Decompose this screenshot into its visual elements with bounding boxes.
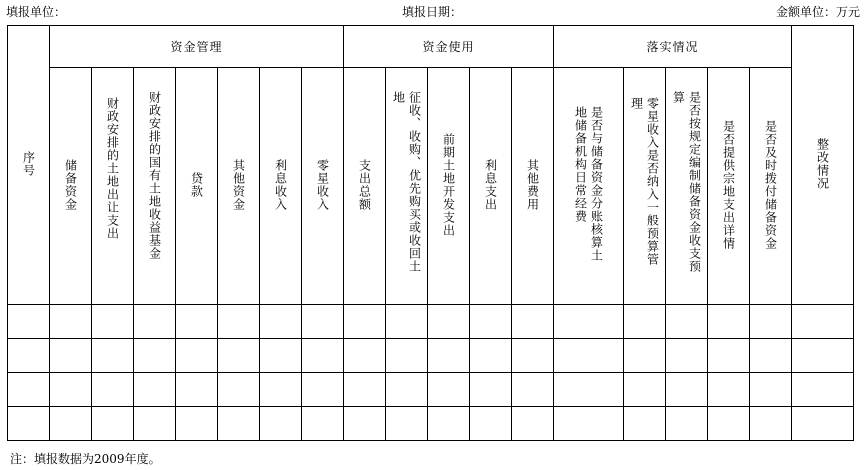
- table-cell[interactable]: [386, 373, 428, 407]
- table-cell[interactable]: [792, 407, 854, 441]
- table-cell[interactable]: [750, 305, 792, 339]
- col-header-land-acquisition: 征收、收购、优先购买或收回土地: [386, 68, 428, 305]
- table-cell[interactable]: [92, 407, 134, 441]
- table-cell[interactable]: [624, 407, 666, 441]
- col-header-reserve-fund: 储备资金: [50, 68, 92, 305]
- table-cell[interactable]: [470, 373, 512, 407]
- table-cell[interactable]: [708, 305, 750, 339]
- table-cell[interactable]: [176, 339, 218, 373]
- col-header-state-land-revenue-fund: 财政安排的国有土地收益基金: [134, 68, 176, 305]
- rectify-header: 整改情况: [792, 26, 854, 305]
- table-cell[interactable]: [50, 305, 92, 339]
- col-header-budget-compiled: 是否按规定编制储备资金收支预算: [666, 68, 708, 305]
- table-cell[interactable]: [428, 305, 470, 339]
- table-cell[interactable]: [92, 339, 134, 373]
- col-header-timely-allocation: 是否及时拨付储备资金: [750, 68, 792, 305]
- table-cell[interactable]: [386, 339, 428, 373]
- table-cell[interactable]: [8, 339, 50, 373]
- table-cell[interactable]: [92, 305, 134, 339]
- table-row: [8, 305, 854, 339]
- table-cell[interactable]: [176, 373, 218, 407]
- fund-management-group-header: 资金管理: [50, 26, 344, 68]
- table-cell[interactable]: [260, 407, 302, 441]
- table-cell[interactable]: [50, 339, 92, 373]
- table-cell[interactable]: [386, 305, 428, 339]
- table-cell[interactable]: [624, 305, 666, 339]
- fund-usage-group-header: 资金使用: [344, 26, 554, 68]
- table-cell[interactable]: [470, 407, 512, 441]
- table-row: [8, 339, 854, 373]
- table-cell[interactable]: [302, 407, 344, 441]
- table-cell[interactable]: [344, 373, 386, 407]
- table-cell[interactable]: [260, 373, 302, 407]
- table-cell[interactable]: [218, 373, 260, 407]
- table-cell[interactable]: [666, 339, 708, 373]
- table-cell[interactable]: [554, 305, 624, 339]
- col-header-fiscal-transfer-expense: 财政安排的土地出让支出: [92, 68, 134, 305]
- land-reserve-fund-table: [7, 25, 854, 441]
- col-header-misc-income-budget: 零星收入是否纳入一般预算管理: [624, 68, 666, 305]
- table-cell[interactable]: [8, 305, 50, 339]
- seq-header: 序号: [8, 26, 50, 305]
- table-cell[interactable]: [134, 373, 176, 407]
- table-cell[interactable]: [512, 305, 554, 339]
- table-cell[interactable]: [624, 339, 666, 373]
- table-cell[interactable]: [708, 339, 750, 373]
- footnote: 注：填报数据为2009年度。: [10, 452, 161, 466]
- table-cell[interactable]: [512, 407, 554, 441]
- table-cell[interactable]: [792, 373, 854, 407]
- table-cell[interactable]: [8, 407, 50, 441]
- table-cell[interactable]: [708, 407, 750, 441]
- col-header-separate-accounting: 是否与储备资金分账核算土地储备机构日常经费: [554, 68, 624, 305]
- group-header-row: [8, 26, 854, 68]
- table-cell[interactable]: [344, 305, 386, 339]
- table-cell[interactable]: [302, 373, 344, 407]
- table-cell[interactable]: [176, 407, 218, 441]
- table-cell[interactable]: [750, 373, 792, 407]
- table-cell[interactable]: [134, 339, 176, 373]
- table-cell[interactable]: [218, 407, 260, 441]
- table-cell[interactable]: [512, 339, 554, 373]
- table-cell[interactable]: [750, 339, 792, 373]
- table-cell[interactable]: [750, 407, 792, 441]
- table-cell[interactable]: [134, 407, 176, 441]
- table-cell[interactable]: [666, 305, 708, 339]
- table-cell[interactable]: [708, 373, 750, 407]
- col-header-parcel-details: 是否提供宗地支出详情: [708, 68, 750, 305]
- money-unit-label: 金额单位：万元: [775, 5, 860, 19]
- table-cell[interactable]: [792, 305, 854, 339]
- table-cell[interactable]: [666, 407, 708, 441]
- reporting-date-label: 填报日期：: [402, 5, 463, 19]
- col-header-interest-expense: 利息支出: [470, 68, 512, 305]
- col-header-interest-income: 利息收入: [260, 68, 302, 305]
- table-cell[interactable]: [428, 339, 470, 373]
- col-header-loan: 贷款: [176, 68, 218, 305]
- column-header-row: [8, 68, 854, 305]
- table-cell[interactable]: [344, 339, 386, 373]
- table-cell[interactable]: [50, 407, 92, 441]
- col-header-other-funds: 其他资金: [218, 68, 260, 305]
- table-cell[interactable]: [218, 339, 260, 373]
- table-cell[interactable]: [176, 305, 218, 339]
- col-header-preliminary-development: 前期土地开发支出: [428, 68, 470, 305]
- table-row: [8, 373, 854, 407]
- table-cell[interactable]: [302, 305, 344, 339]
- reporting-unit-label: 填报单位：: [6, 5, 67, 19]
- table-cell[interactable]: [624, 373, 666, 407]
- table-cell[interactable]: [50, 373, 92, 407]
- table-cell[interactable]: [386, 407, 428, 441]
- table-cell[interactable]: [302, 339, 344, 373]
- table-cell[interactable]: [8, 373, 50, 407]
- col-header-total-expense: 支出总额: [344, 68, 386, 305]
- table-cell[interactable]: [428, 373, 470, 407]
- table-row: [8, 407, 854, 441]
- table-cell[interactable]: [470, 305, 512, 339]
- table-cell[interactable]: [554, 373, 624, 407]
- table-cell[interactable]: [344, 407, 386, 441]
- table-cell[interactable]: [134, 305, 176, 339]
- table-cell[interactable]: [666, 373, 708, 407]
- col-header-other-costs: 其他费用: [512, 68, 554, 305]
- table-cell[interactable]: [218, 305, 260, 339]
- table-cell[interactable]: [92, 373, 134, 407]
- col-header-misc-income: 零星收入: [302, 68, 344, 305]
- table-cell[interactable]: [470, 339, 512, 373]
- table-cell[interactable]: [428, 407, 470, 441]
- table-cell[interactable]: [260, 339, 302, 373]
- table-cell[interactable]: [512, 373, 554, 407]
- table-cell[interactable]: [792, 339, 854, 373]
- table-cell[interactable]: [554, 339, 624, 373]
- implementation-group-header: 落实情况: [554, 26, 792, 68]
- table-cell[interactable]: [554, 407, 624, 441]
- table-cell[interactable]: [260, 305, 302, 339]
